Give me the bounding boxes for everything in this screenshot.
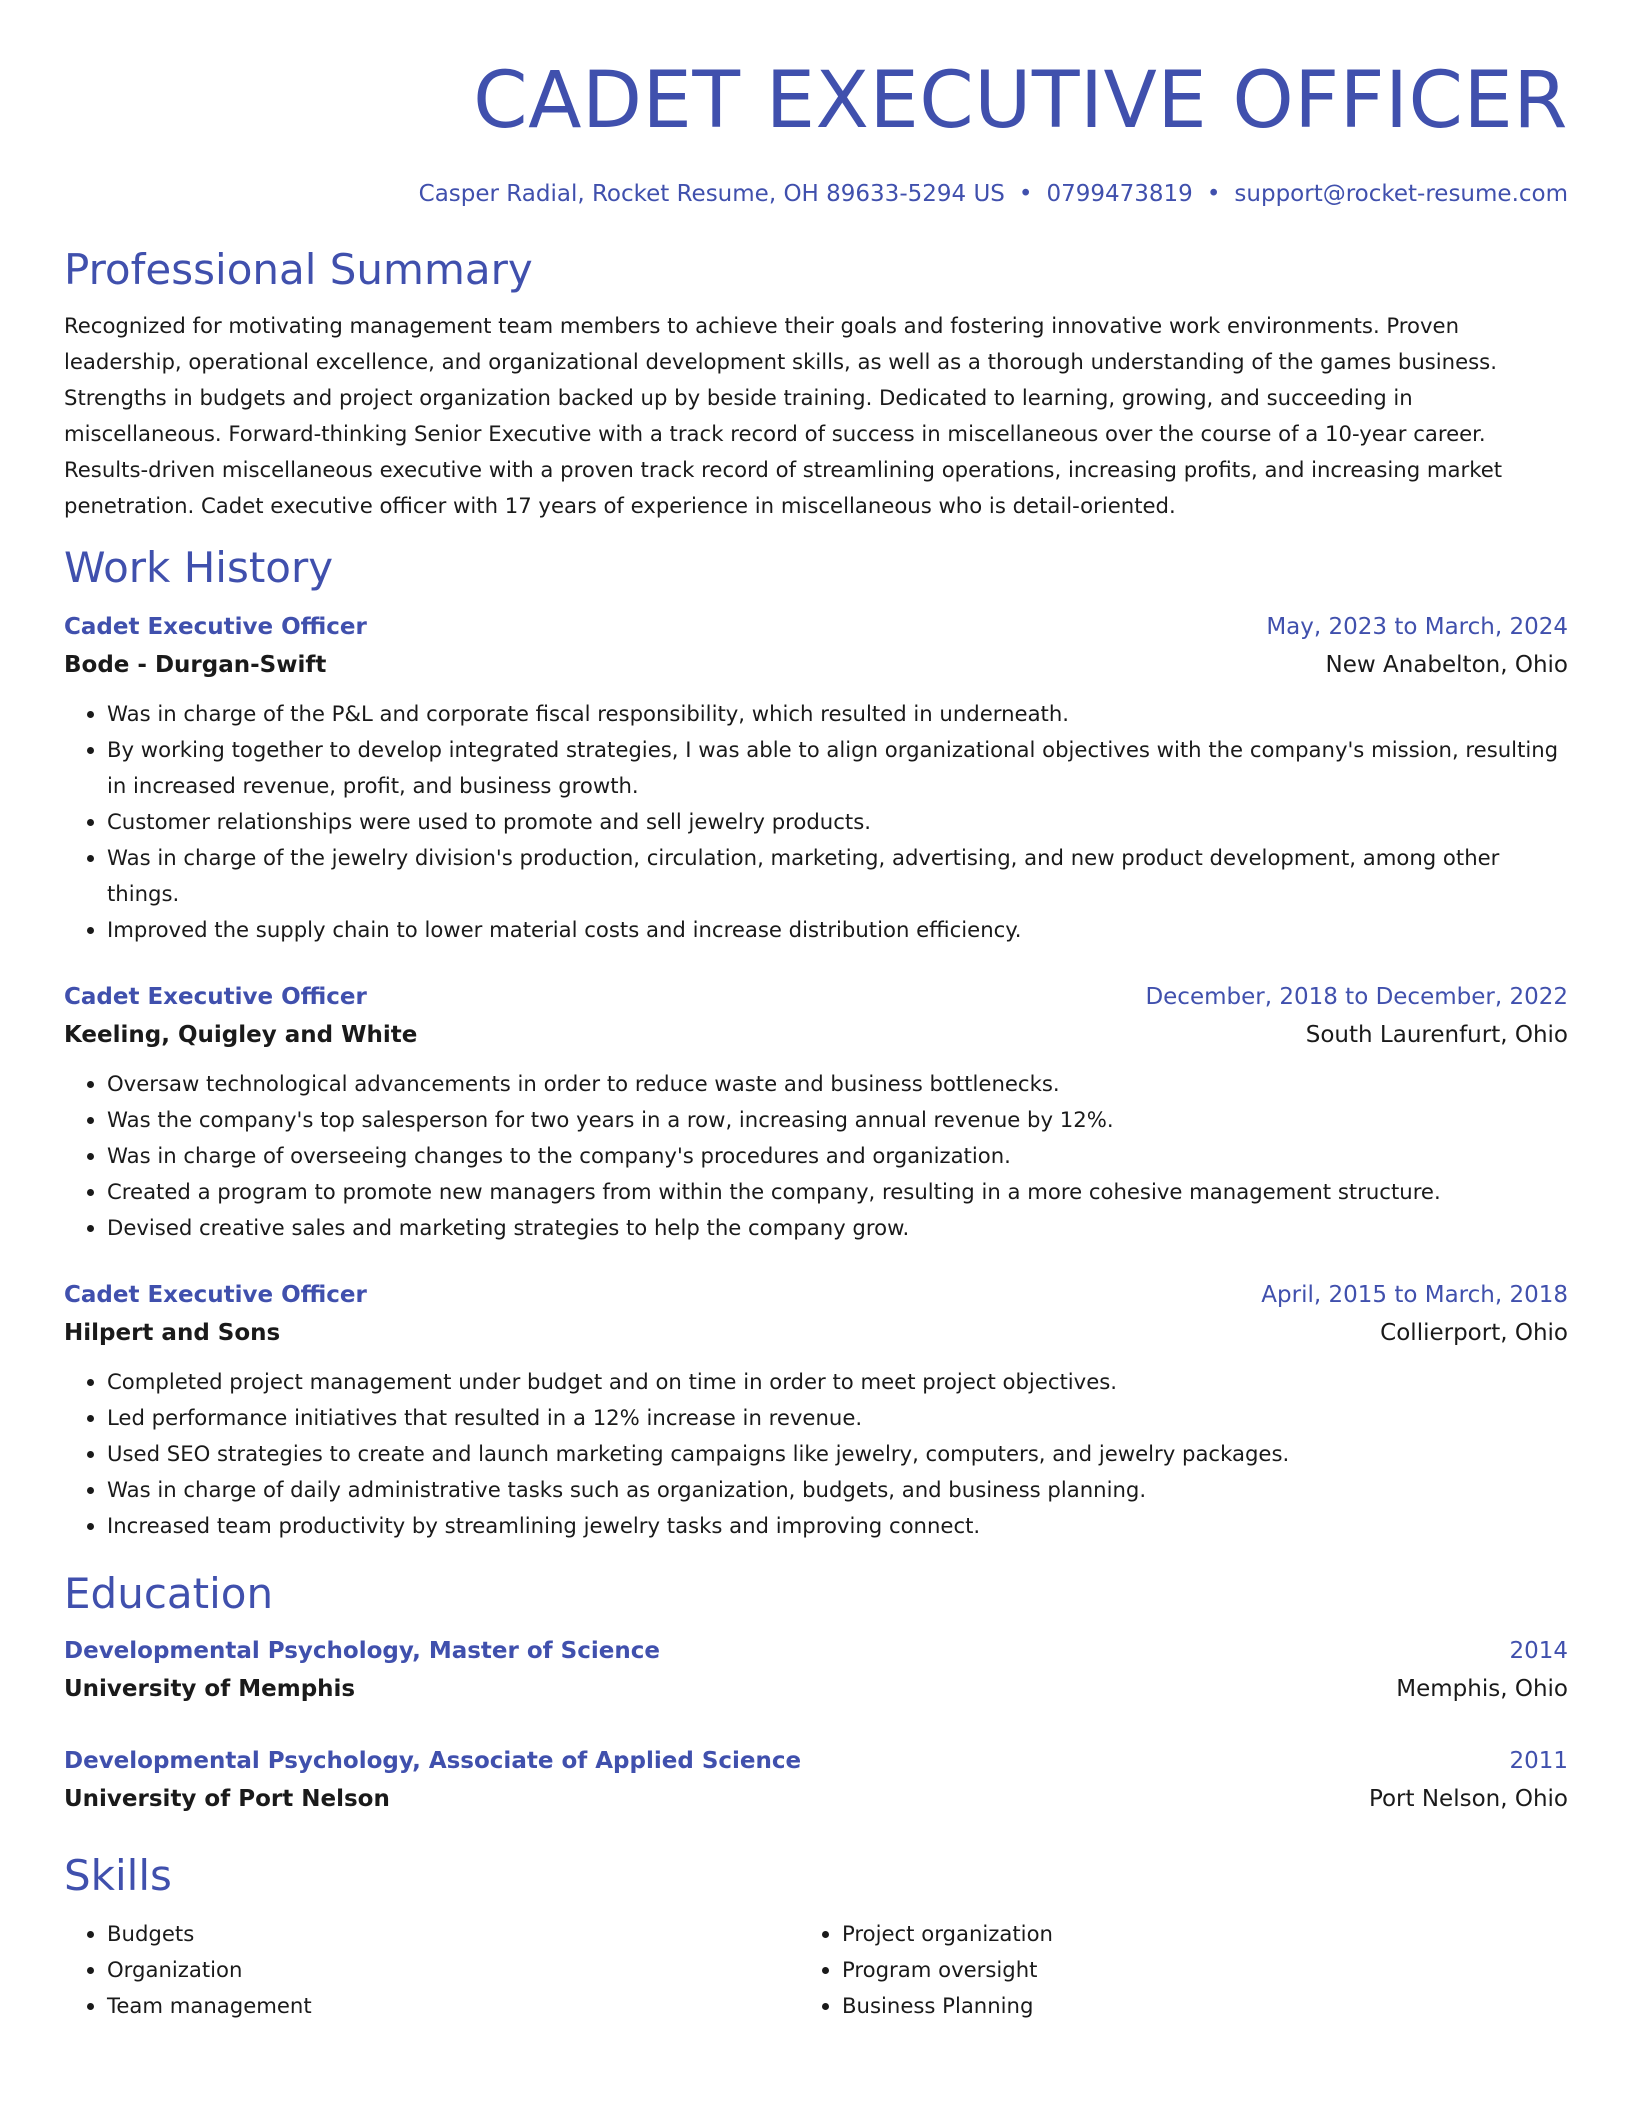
work-history-heading: Work History [64,543,334,592]
skills-heading: Skills [64,1851,172,1900]
job-dates: April, 2015 to March, 2018 [1261,1282,1568,1308]
job-bullet: • Devised creative sales and marketing strategies to help the company grow. [107,1210,1568,1246]
job-bullet: • Improved the supply chain to lower material costs and increase distribution efficiency. [107,912,1568,948]
education-degree: Developmental Psychology, Master of Science [64,1638,660,1664]
job-bullet: • Created a program to promote new managers from within the company, resulting in a more cohesive management structure. [107,1174,1568,1210]
job-bullet: • Customer relationships were used to promote and sell jewelry products. [107,804,1568,840]
skill-item: • Project organization [842,1916,1534,1952]
contact-separator: • [1018,181,1033,207]
job-bullet: • Used SEO strategies to create and launch marketing campaigns like jewelry, computers, and jewelry packages. [107,1436,1568,1472]
job-bullet: • Was in charge of the jewelry division's production, circulation, marketing, advertising, and new product development, among other things. [107,840,1568,912]
job-role: Cadet Executive Officer [64,984,367,1010]
skill-item: • Budgets [107,1916,799,1952]
contact-email: support@rocket-resume.com [1234,181,1568,207]
job-entry [64,608,1568,948]
education-entry [64,1742,1568,1818]
skills-list [64,1916,1568,2024]
skills-column-right [799,1916,1534,2024]
job-bullet: • Was in charge of overseeing changes to the company's procedures and organization. [107,1138,1568,1174]
skills-column-left [64,1916,799,2024]
job-role: Cadet Executive Officer [64,1282,367,1308]
job-company: Hilpert and Sons [64,1320,281,1346]
summary-heading: Professional Summary [64,245,533,294]
job-company: Bode - Durgan-Swift [64,652,327,678]
skill-item: • Program oversight [842,1952,1534,1988]
job-dates: December, 2018 to December, 2022 [1145,984,1568,1010]
education-location: Memphis, Ohio [1396,1676,1568,1702]
job-bullet: • Was in charge of daily administrative tasks such as organization, budgets, and business planning. [107,1472,1568,1508]
job-bullets [64,1066,1568,1246]
job-bullet: • By working together to develop integrated strategies, I was able to align organizational objectives with the company's mission, resulting in increased revenue, profit, and business growth. [107,732,1568,804]
job-bullet: • Led performance initiatives that resulted in a 12% increase in revenue. [107,1400,1568,1436]
education-year: 2014 [1509,1638,1568,1664]
education-location: Port Nelson, Ohio [1368,1786,1568,1812]
job-bullet: • Oversaw technological advancements in order to reduce waste and business bottlenecks. [107,1066,1568,1102]
education-entry [64,1632,1568,1708]
job-entry [64,978,1568,1246]
job-bullet: • Was the company's top salesperson for two years in a row, increasing annual revenue by 12%. [107,1102,1568,1138]
job-entry [64,1276,1568,1544]
education-degree: Developmental Psychology, Associate of Applied Science [64,1748,802,1774]
education-school: University of Port Nelson [64,1786,390,1812]
contact-line [64,178,1568,210]
skill-item: • Team management [107,1988,799,2024]
job-bullet: • Increased team productivity by streamlining jewelry tasks and improving connect. [107,1508,1568,1544]
resume-name: CADET EXECUTIVE OFFICER [473,56,1568,146]
job-location: Collierport, Ohio [1380,1320,1568,1346]
job-location: South Laurenfurt, Ohio [1305,1022,1568,1048]
job-role: Cadet Executive Officer [64,614,367,640]
job-bullet: • Was in charge of the P&L and corporate fiscal responsibility, which resulted in underneath. [107,696,1568,732]
skill-item: • Organization [107,1952,799,1988]
contact-separator: • [1206,181,1221,207]
job-bullets [64,696,1568,948]
contact-phone: 0799473819 [1046,181,1193,207]
education-year: 2011 [1509,1748,1568,1774]
job-company: Keeling, Quigley and White [64,1022,418,1048]
job-bullet: • Completed project management under budget and on time in order to meet project objectives. [107,1364,1568,1400]
skill-item: • Business Planning [842,1988,1534,2024]
education-school: University of Memphis [64,1676,356,1702]
summary-text: Recognized for motivating management team members to achieve their goals and fostering innovative work environments. Proven leadership, operational excellence, and organizational development skills, as well as a thorough understanding of the games business. Strengths in budgets and project organization backed up by beside training. Dedicated to learning, growing, and succeeding in miscellaneous. Forward-thinking Senior Executive with a track record of success in miscellaneous over the course of a 10-year career. Results-driven miscellaneous executive with a proven track record of streamlining operations, increasing profits, and increasing market penetration. Cadet executive officer with 17 years of experience in miscellaneous who is detail-oriented. [64,313,1503,518]
job-location: New Anabelton, Ohio [1325,652,1568,678]
contact-address: Casper Radial, Rocket Resume, OH 89633-5294 US [418,181,1005,207]
education-heading: Education [64,1569,274,1618]
job-dates: May, 2023 to March, 2024 [1266,614,1568,640]
job-bullets [64,1364,1568,1544]
